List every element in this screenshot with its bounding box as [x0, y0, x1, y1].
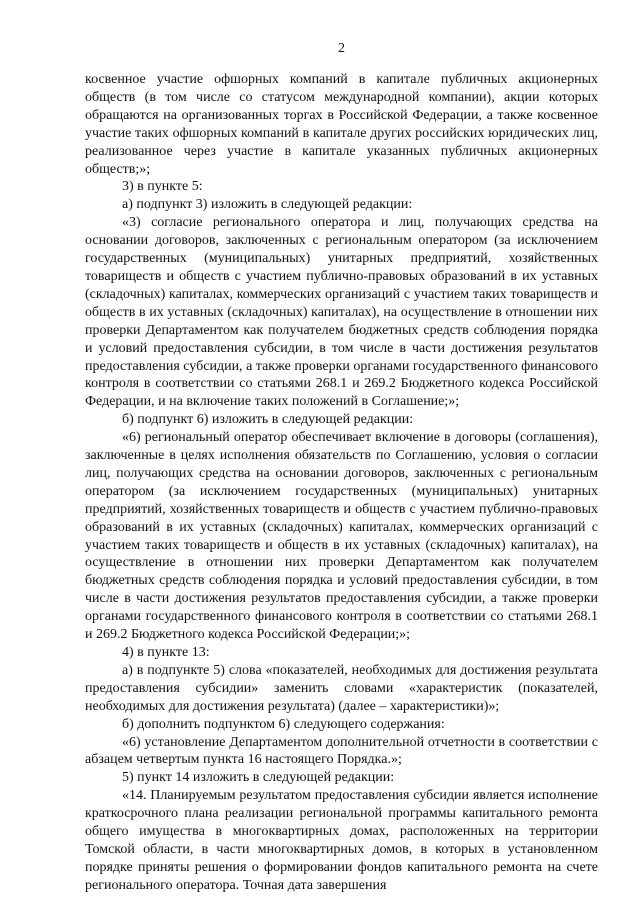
paragraph: б) дополнить подпунктом 6) следующего содержания:	[122, 716, 445, 732]
paragraph: 3) в пункте 5:	[122, 179, 203, 195]
document-page	[85, 40, 598, 895]
paragraph: «6) региональный оператор обеспечивает включение в договоры (соглашения), заключенные в целях исполнения обязательств по Соглашению, условия о согласии лиц, получающих средства на основании договоров, заключенных с региональным оператором (за исключением государственных (муниципальных) унитарных предприятий, хозяйственных товариществ и обществ с участием публично-правовых образований в их уставных (складочных) капиталах, коммерческих организаций с участием таких товариществ и обществ в их уставных (складочных) капиталах), на осуществление в отношении них проверки Департаментом как получателем бюджетных средств соблюдения порядка и условий предоставления субсидии, в том числе в части достижения результатов предоставления субсидии, а также проверки органами государственного финансового контроля в соответствии со статьями 268.1 и 269.2 Бюджетного кодекса Российской Федерации;»;	[85, 430, 598, 643]
paragraph: «14. Планируемым результатом предоставления субсидии является исполнение краткосрочного плана реализации региональной программы капитального ремонта общего имущества в многоквартирных домах, расположенных на территории Томской области, в части многоквартирных домов, в которых в установленном порядке приняты решения о формировании фондов капитального ремонта на счете регионального оператора. Точная дата завершения	[85, 788, 598, 893]
paragraph: косвенное участие офшорных компаний в капитале публичных акционерных обществ (в том числе со статусом международной компании), акции которых обращаются на организованных торгах в Российской Федерации, а также косвенное участие таких офшорных компаний в капитале других российских юридических лиц, реализованное через участие в капитале указанных публичных акционерных обществ;»;	[85, 72, 598, 177]
paragraph: а) подпункт 3) изложить в следующей редакции:	[122, 197, 413, 213]
document-body	[85, 71, 598, 895]
paragraph: 4) в пункте 13:	[122, 645, 210, 660]
paragraph: б) подпункт 6) изложить в следующей редакции:	[122, 412, 414, 428]
page-number: 2	[338, 41, 345, 56]
paragraph: «6) установление Департаментом дополнительной отчетности в соответствии с абзацем четвертым пункта 16 настоящего Порядка.»;	[85, 734, 598, 768]
paragraph: а) в подпункте 5) слова «показателей, необходимых для достижения результата предоставления субсидии» заменить словами «характеристик (показателей, необходимых для достижения результата) (далее – характеристики)»;	[85, 662, 598, 714]
paragraph: «3) согласие регионального оператора и лиц, получающих средства на основании договоров, заключенных с региональным оператором (за исключением государственных (муниципальных) унитарных предприятий, хозяйственных товариществ и обществ с участием публично-правовых образований в их уставных (складочных) капиталах, коммерческих организаций с участием таких товариществ и обществ в их уставных (складочных) капиталах), на осуществление в отношении них проверки Департаментом как получателем бюджетных средств соблюдения порядка и условий предоставления субсидии, в том числе в части достижения результатов предоставления субсидии, а также проверки органами государственного финансового контроля в соответствии со статьями 268.1 и 269.2 Бюджетного кодекса Российской Федерации, и на включение таких положений в Соглашение;»;	[85, 215, 598, 410]
paragraph: 5) пункт 14 изложить в следующей редакции:	[122, 770, 395, 786]
